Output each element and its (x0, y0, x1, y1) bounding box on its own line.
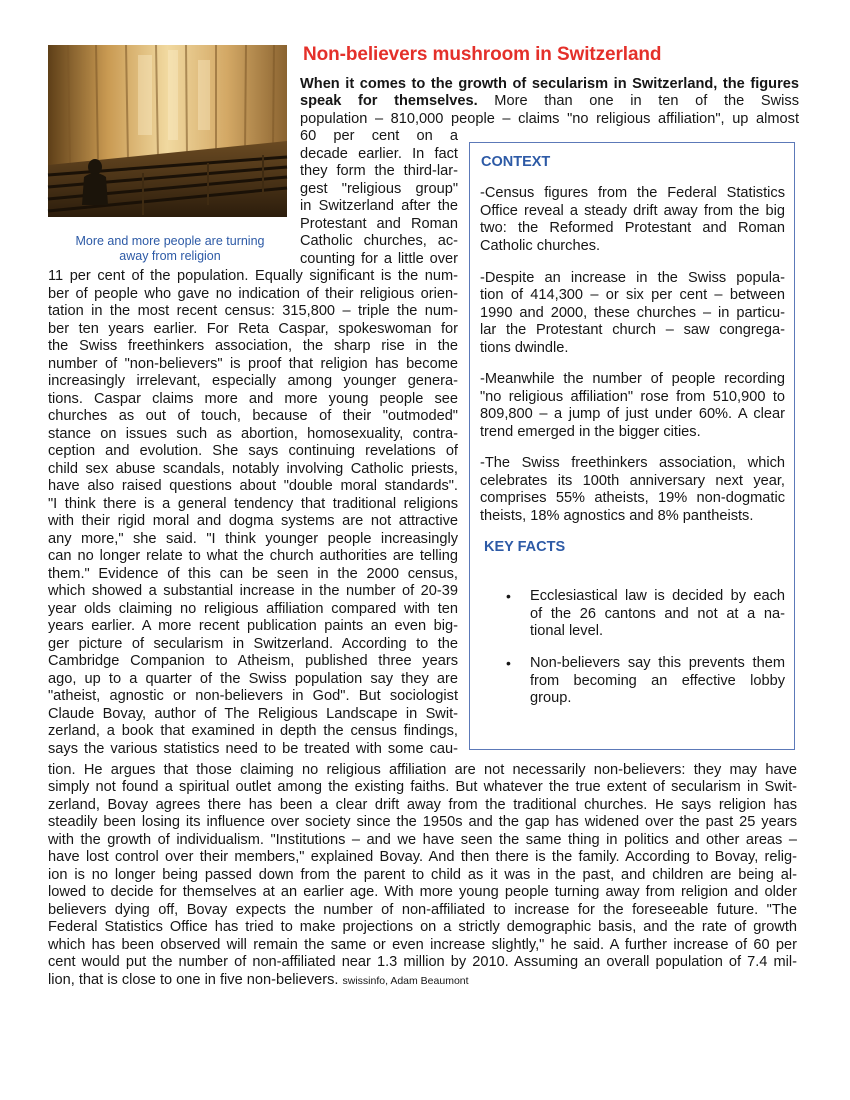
context-heading: CONTEXT (481, 154, 551, 170)
article-body-line: ion is no longer being passed down from the parent to child as it was in the past, and children are being al- (48, 867, 797, 883)
article-body-line: have also raised questions about "double moral standards". (48, 478, 458, 494)
key-fact-line: group. (530, 690, 572, 706)
article-body-line: have lost control over their members," explained Bovay. And then there is the family. According to Bovay, relig- (48, 849, 797, 865)
context-line: theists, 18% agnostics and 8% pantheists. (480, 508, 754, 524)
key-fact-line: of the 26 cantons and not at a na- (530, 606, 785, 622)
article-body-line: stance on issues such as abortion, homosexuality, contra- (48, 426, 458, 442)
church-interior-illustration (48, 45, 287, 217)
context-line: two: the Reformed Protestant and Roman (480, 220, 785, 236)
article-body-span: More than one in ten of the Swiss (477, 93, 799, 109)
context-line: Office reveal a steady drift away from the big (480, 203, 785, 219)
article-body-line: "atheist, agnostic or non-believers in God". But sociologist (48, 688, 458, 704)
context-line: 1990 and 2000, these churches – in particu- (480, 305, 785, 321)
article-body-line: which has been observed will remain the same or even increase slightly," he said. A further increase of 60 per (48, 937, 797, 953)
article-body-line: years earlier. A more recent publication paints an even big- (48, 618, 458, 634)
article-body-line: with the growth of individualism. "Institutions – and we have seen the same thing in politics and other areas – (48, 832, 797, 848)
article-body-line: they form the third-lar- (300, 163, 458, 179)
article-body-line: in Switzerland after the (300, 198, 458, 214)
article-body-line: year olds claiming no religious affiliation compared with ten (48, 601, 458, 617)
article-body-line: ger picture of secularism in Switzerland. According to the (48, 636, 458, 652)
key-fact-line: tional level. (530, 623, 604, 639)
article-body-line: 11 per cent of the population. Equally significant is the num- (48, 268, 458, 284)
article-body-line: child sex abuse scandals, notably involving Catholic priests, (48, 461, 458, 477)
context-line: -Meanwhile the number of people recording (480, 371, 785, 387)
context-line: lar the Protestant church – saw congrega- (480, 322, 785, 338)
context-line: comprises 55% atheists, 19% non-dogmatic (480, 490, 785, 506)
article-body-line: says the various statistics need to be treated with some cau- (48, 741, 458, 757)
article-body-line: ception and evolution. She says continuing revelations of (48, 443, 458, 459)
article-lede: When it comes to the growth of secularism in Switzerland, the figures speak for themselves. (300, 76, 799, 109)
article-body-line: Claude Bovay, author of The Religious Landscape in Swit- (48, 706, 458, 722)
context-line: "no religious affiliation" rose from 510,900 to (480, 389, 785, 405)
article-body-line: cent would put the number of non-affiliated near 1.3 million by 2010. Assuming an overall population of 7.4 mil- (48, 954, 797, 970)
article-body-line: population – 810,000 people – claims "no religious affiliation", up almost (300, 111, 799, 127)
article-body-line: decade earlier. In fact (300, 146, 458, 162)
article-body-line: can no longer relate to what the church authorities are telling (48, 548, 458, 564)
article-headline: Non-believers mushroom in Switzerland (303, 44, 662, 65)
article-body-line: ber of people who gave no indication of their religious orien- (48, 286, 458, 302)
article-body-line: "I think there is a general tendency that traditional religions (48, 496, 458, 512)
photo-caption-line: More and more people are turning (75, 234, 265, 248)
context-line: -The Swiss freethinkers association, which (480, 455, 785, 471)
bullet-icon: • (506, 655, 511, 671)
key-fact-line: from becoming an effective lobby (530, 673, 785, 689)
article-body-line: which showed a substantial increase in the number of 20-39 (48, 583, 458, 599)
photo-caption (48, 234, 292, 264)
article-body-line: gest "religious group" (300, 181, 458, 197)
article-body-line: Protestant and Roman (300, 216, 458, 232)
article-credit: swissinfo, Adam Beaumont (342, 975, 469, 987)
article-body-line: Cambridge Companion to Atheism, published three years (48, 653, 458, 669)
article-body-line (48, 972, 469, 989)
context-line: tions dwindle. (480, 340, 569, 356)
church-interior-photo (48, 45, 287, 217)
article-body-line: simply not found a spiritual outlet among the existing faiths. But whatever the true extent of secularism in Swit- (48, 779, 797, 795)
key-fact-line: Non-believers say this prevents them (530, 655, 785, 671)
article-body-line: Federal Statistics Office has tried to make projections on a strictly demographic basis, and the rate of growth (48, 919, 797, 935)
context-line: -Census figures from the Federal Statistics (480, 185, 785, 201)
article-body-line: steadily been losing its influence over society since the 1950s and the gap has widened over the past 25 years (48, 814, 797, 830)
article-body-line: tions. Caspar claims more and more young people see (48, 391, 458, 407)
article-body-line: churches as out of touch, because of their "outmoded" (48, 408, 458, 424)
article-body-line: with their rigid moral and dogma systems are not attractive (48, 513, 458, 529)
key-facts-heading: KEY FACTS (484, 539, 566, 555)
context-line: 809,800 – a jump of just under 60%. A clear (480, 406, 785, 422)
context-line: celebrates its 100th anniversary next year, (480, 473, 785, 489)
bullet-icon: • (506, 588, 511, 604)
article-body-line: increasingly irrelevant, especially among younger genera- (48, 373, 458, 389)
article-body-line: counting for a little over (300, 251, 458, 267)
article-body-line: lowed to decide for themselves at an earlier age. With more young people turning away from religion and older (48, 884, 797, 900)
key-fact-line: Ecclesiastical law is decided by each (530, 588, 785, 604)
article-body-line: the Swiss freethinkers association, the sharp rise in the (48, 338, 458, 354)
article-body-line: zerland, a book that examined in depth the census findings, (48, 723, 458, 739)
article-body-span: lion, that is close to one in five non-believers. (48, 972, 343, 988)
article-body-line: ago, up to a quarter of the Swiss population say they are (48, 671, 458, 687)
context-line: tion of 414,300 – or six per cent – between (480, 287, 785, 303)
context-line: Catholic churches. (480, 238, 601, 254)
context-line: -Despite an increase in the Swiss popula- (480, 270, 785, 286)
article-body-line: ber ten years earlier. For Reta Caspar, spokeswoman for (48, 321, 458, 337)
article-body-line: tion. He argues that those claiming no religious affiliation are not necessarily non-believers: they may have (48, 762, 797, 778)
article-body-line: tation in the most recent census: 315,800 – triple the num- (48, 303, 458, 319)
context-line: trend emerged in the bigger cities. (480, 424, 701, 440)
article-body-line: them." Evidence of this can be seen in the 2000 census, (48, 566, 458, 582)
article-body-line (300, 76, 799, 109)
article-body-line: zerland, Bovay agrees there has been a clear drift away from the traditional churches. He says religion has (48, 797, 797, 813)
photo-caption-line: away from religion (119, 249, 221, 263)
article-body-line: believers dying off, Bovay expects the number of non-affiliated to increase for the foreseeable future. "The (48, 902, 797, 918)
article-body-line: 60 per cent on a (300, 128, 458, 144)
article-body-line: Catholic churches, ac- (300, 233, 458, 249)
article-body-line: any more," she said. "I think younger people increasingly (48, 531, 458, 547)
article-body-line: number of "non-believers" is proof that religion has become (48, 356, 458, 372)
article-body-line (300, 93, 799, 110)
